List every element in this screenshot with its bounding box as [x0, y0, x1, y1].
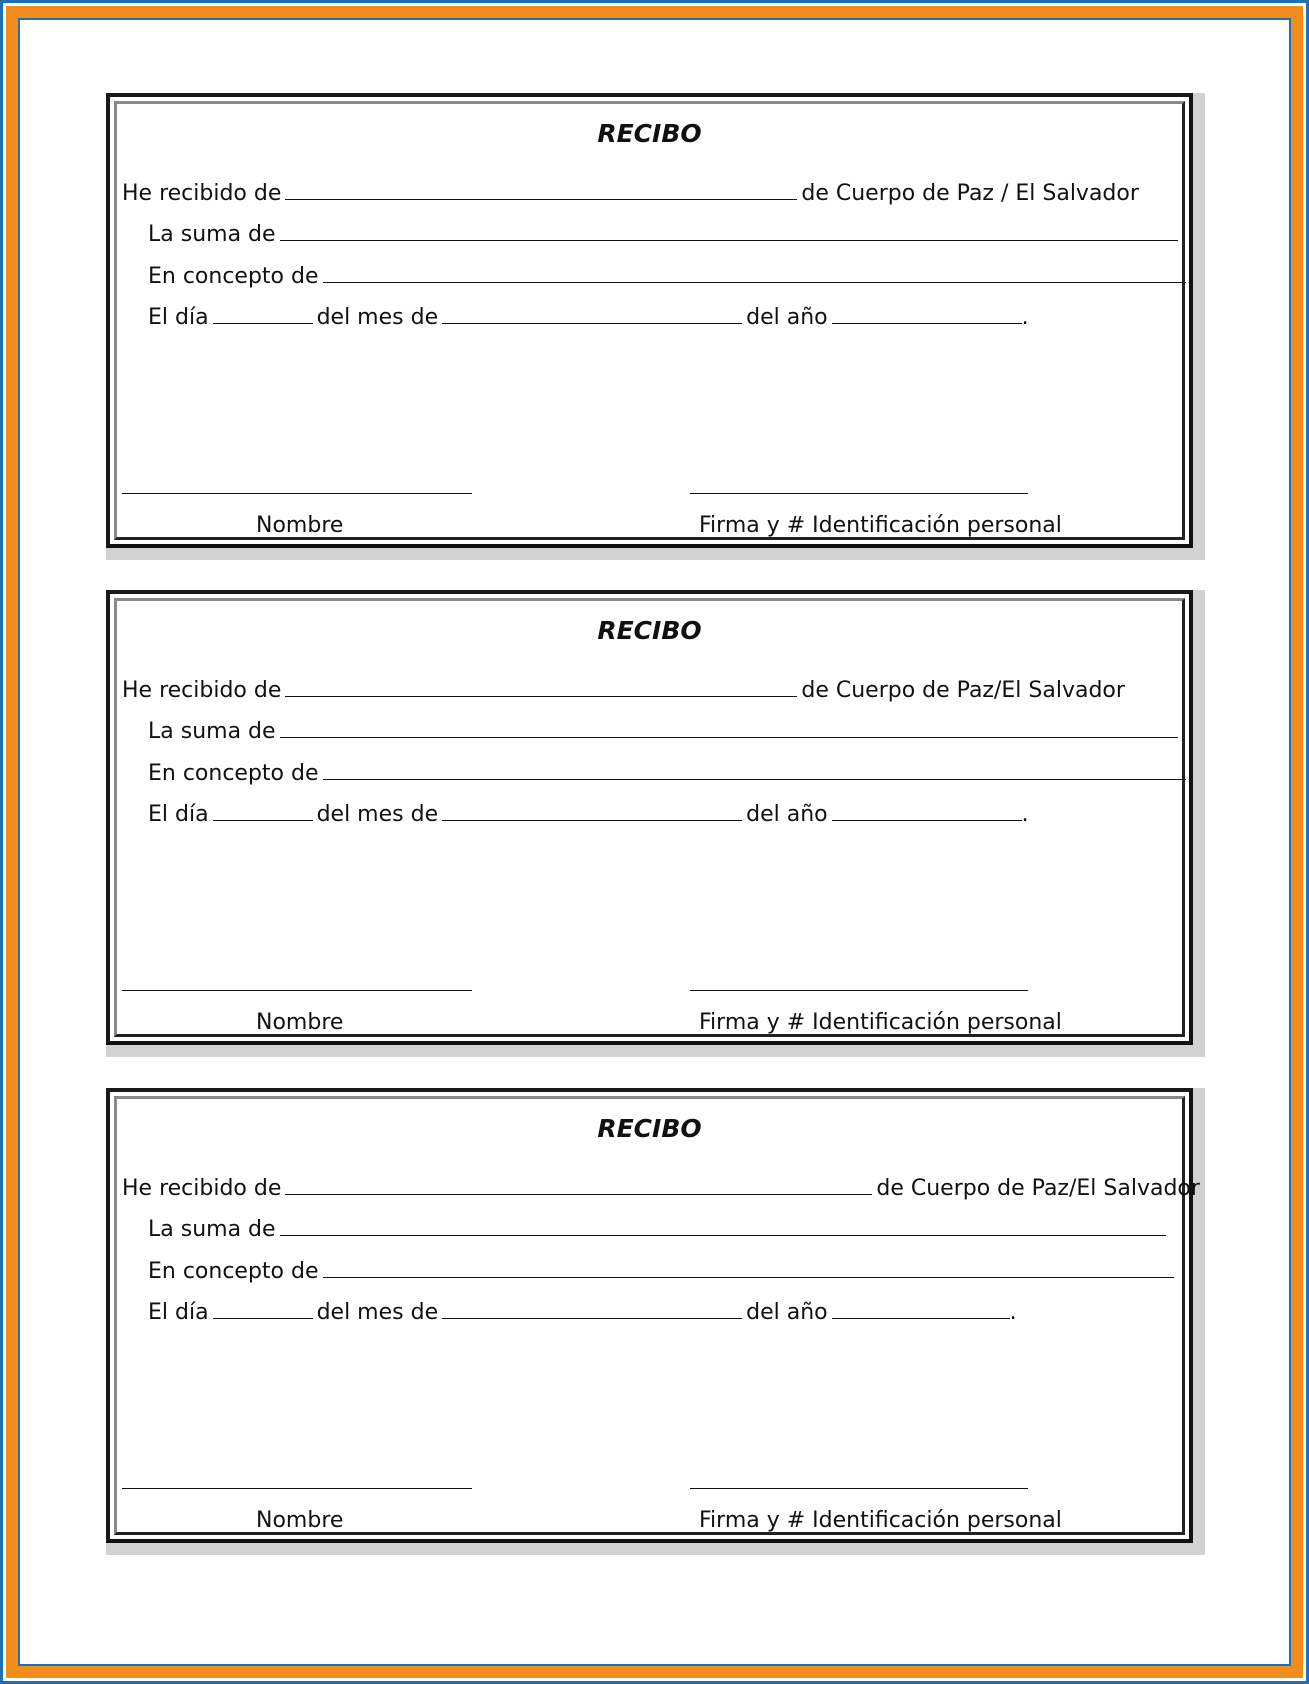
id-signature-line[interactable] — [690, 1488, 1028, 1489]
received-from-label: He recibido de — [122, 1176, 282, 1201]
id-signature-line[interactable] — [690, 990, 1028, 991]
day-label: El día — [148, 1300, 209, 1325]
day-field[interactable] — [213, 301, 313, 324]
receipt-3 — [106, 1088, 1205, 1555]
year-label: del año — [746, 1300, 828, 1325]
month-field[interactable] — [442, 798, 742, 821]
concept-field[interactable] — [323, 757, 1186, 780]
sum-field[interactable] — [280, 715, 1178, 738]
sum-field[interactable] — [280, 218, 1178, 241]
sum-row — [148, 715, 1182, 744]
name-label: Nombre — [256, 1508, 344, 1533]
signature-label: Firma y # Identificación personal — [699, 513, 1062, 538]
name-label: Nombre — [256, 1010, 344, 1035]
receipt-2 — [106, 590, 1205, 1057]
sum-field[interactable] — [280, 1213, 1166, 1236]
concept-field[interactable] — [323, 1255, 1174, 1278]
year-field[interactable] — [832, 798, 1022, 821]
year-label: del año — [746, 802, 828, 827]
day-label: El día — [148, 305, 209, 330]
signature-label: Firma y # Identificación personal — [699, 1508, 1062, 1533]
name-label: Nombre — [256, 513, 344, 538]
received-from-field[interactable] — [285, 177, 797, 200]
org-suffix: de Cuerpo de Paz/El Salvador — [876, 1176, 1200, 1201]
received-from-label: He recibido de — [122, 678, 282, 703]
concept-field[interactable] — [323, 260, 1186, 283]
name-signature-line[interactable] — [122, 493, 472, 494]
received-from-row — [122, 674, 1125, 703]
sum-label: La suma de — [148, 719, 276, 744]
receipt-title: RECIBO — [597, 616, 702, 645]
received-from-field[interactable] — [285, 674, 797, 697]
period: . — [1021, 802, 1029, 827]
sum-row — [148, 218, 1182, 247]
concept-label: En concepto de — [148, 264, 319, 289]
month-field[interactable] — [442, 1296, 742, 1319]
id-signature-line[interactable] — [690, 493, 1028, 494]
concept-label: En concepto de — [148, 761, 319, 786]
period: . — [1009, 1300, 1017, 1325]
sum-label: La suma de — [148, 1217, 276, 1242]
signature-label: Firma y # Identificación personal — [699, 1010, 1062, 1035]
concept-row — [148, 757, 1190, 786]
org-suffix: de Cuerpo de Paz/El Salvador — [801, 678, 1125, 703]
concept-row — [148, 1255, 1178, 1284]
year-field[interactable] — [832, 301, 1022, 324]
name-signature-line[interactable] — [122, 1488, 472, 1489]
name-signature-line[interactable] — [122, 990, 472, 991]
day-label: El día — [148, 802, 209, 827]
receipt-title: RECIBO — [597, 1114, 702, 1143]
receipt-1 — [106, 93, 1205, 560]
year-label: del año — [746, 305, 828, 330]
sum-row — [148, 1213, 1170, 1242]
date-row — [148, 301, 1029, 330]
received-from-field[interactable] — [285, 1172, 872, 1195]
day-field[interactable] — [213, 1296, 313, 1319]
date-row — [148, 1296, 1017, 1325]
receipt-title: RECIBO — [597, 119, 702, 148]
concept-row — [148, 260, 1190, 289]
month-label: del mes de — [316, 1300, 439, 1325]
org-suffix: de Cuerpo de Paz / El Salvador — [801, 181, 1139, 206]
year-field[interactable] — [832, 1296, 1010, 1319]
date-row — [148, 798, 1029, 827]
month-field[interactable] — [442, 301, 742, 324]
period: . — [1021, 305, 1029, 330]
received-from-row — [122, 177, 1139, 206]
received-from-row — [122, 1172, 1200, 1201]
month-label: del mes de — [316, 802, 439, 827]
day-field[interactable] — [213, 798, 313, 821]
received-from-label: He recibido de — [122, 181, 282, 206]
month-label: del mes de — [316, 305, 439, 330]
concept-label: En concepto de — [148, 1259, 319, 1284]
sum-label: La suma de — [148, 222, 276, 247]
